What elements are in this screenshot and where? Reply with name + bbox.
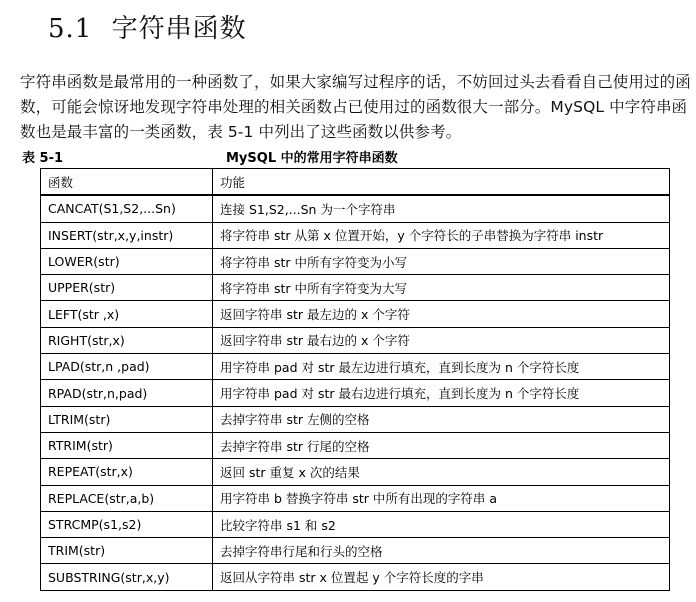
string-functions-table bbox=[40, 168, 670, 591]
function-description-cell: 返回从字符串 str x 位置起 y 个字符长度的字串 bbox=[213, 564, 670, 590]
table-row bbox=[41, 406, 670, 432]
section-number: 5.1 bbox=[48, 14, 93, 44]
table-row bbox=[41, 564, 670, 590]
function-description-cell: 用字符串 b 替换字符串 str 中所有出现的字符串 a bbox=[213, 485, 670, 511]
table-row bbox=[41, 511, 670, 537]
function-name-cell: LEFT(str ,x) bbox=[41, 301, 213, 327]
function-description-cell: 将字符串 str 中所有字符变为小写 bbox=[213, 248, 670, 274]
function-name-cell: TRIM(str) bbox=[41, 538, 213, 564]
section-heading: 字符串函数 bbox=[111, 14, 247, 44]
table-header-row bbox=[41, 169, 670, 196]
table-caption: MySQL 中的常用字符串函数 bbox=[226, 151, 398, 166]
function-description-cell: 返回字符串 str 最左边的 x 个字符 bbox=[213, 301, 670, 327]
table-label: 表 5-1 bbox=[22, 151, 64, 166]
table-row bbox=[41, 275, 670, 301]
function-name-cell: INSERT(str,x,y,instr) bbox=[41, 222, 213, 248]
table-row bbox=[41, 222, 670, 248]
function-name-cell: RIGHT(str,x) bbox=[41, 327, 213, 353]
function-name-cell: REPEAT(str,x) bbox=[41, 459, 213, 485]
function-name-cell: CANCAT(S1,S2,...Sn) bbox=[41, 195, 213, 222]
function-description-cell: 比较字符串 s1 和 s2 bbox=[213, 511, 670, 537]
function-name-cell: SUBSTRING(str,x,y) bbox=[41, 564, 213, 590]
function-name-cell: LOWER(str) bbox=[41, 248, 213, 274]
table-row bbox=[41, 327, 670, 353]
section-title bbox=[48, 8, 247, 45]
header-description: 功能 bbox=[213, 169, 670, 196]
table-row bbox=[41, 301, 670, 327]
function-description-cell: 返回 str 重复 x 次的结果 bbox=[213, 459, 670, 485]
function-description-cell: 用字符串 pad 对 str 最右边进行填充，直到长度为 n 个字符长度 bbox=[213, 380, 670, 406]
table-row bbox=[41, 459, 670, 485]
function-name-cell: RTRIM(str) bbox=[41, 432, 213, 458]
table-row bbox=[41, 432, 670, 458]
function-name-cell: LPAD(str,n ,pad) bbox=[41, 354, 213, 380]
function-description-cell: 连接 S1,S2,...Sn 为一个字符串 bbox=[213, 195, 670, 222]
function-name-cell: UPPER(str) bbox=[41, 275, 213, 301]
function-description-cell: 去掉字符串行尾和行头的空格 bbox=[213, 538, 670, 564]
table-row bbox=[41, 538, 670, 564]
function-name-cell: LTRIM(str) bbox=[41, 406, 213, 432]
function-name-cell: STRCMP(s1,s2) bbox=[41, 511, 213, 537]
function-name-cell: REPLACE(str,a,b) bbox=[41, 485, 213, 511]
function-name-cell: RPAD(str,n,pad) bbox=[41, 380, 213, 406]
function-description-cell: 去掉字符串 str 左侧的空格 bbox=[213, 406, 670, 432]
function-description-cell: 将字符串 str 中所有字符变为大写 bbox=[213, 275, 670, 301]
table-row bbox=[41, 195, 670, 222]
function-description-cell: 返回字符串 str 最右边的 x 个字符 bbox=[213, 327, 670, 353]
table-row bbox=[41, 485, 670, 511]
function-description-cell: 去掉字符串 str 行尾的空格 bbox=[213, 432, 670, 458]
header-function: 函数 bbox=[41, 169, 213, 196]
table-row bbox=[41, 248, 670, 274]
function-description-cell: 用字符串 pad 对 str 最左边进行填充，直到长度为 n 个字符长度 bbox=[213, 354, 670, 380]
function-description-cell: 将字符串 str 从第 x 位置开始，y 个字符长的子串替换为字符串 instr bbox=[213, 222, 670, 248]
table-row bbox=[41, 354, 670, 380]
table-row bbox=[41, 380, 670, 406]
intro-paragraph: 字符串函数是最常用的一种函数了，如果大家编写过程序的话，不妨回过头去看看自己使用过的函数，可能会惊讶地发现字符串处理的相关函数占已使用过的函数很大一部分。MySQL 中字符串函数也是最丰富的一类函数，表 5-1 中列出了这些函数以供参考。 bbox=[20, 73, 691, 141]
